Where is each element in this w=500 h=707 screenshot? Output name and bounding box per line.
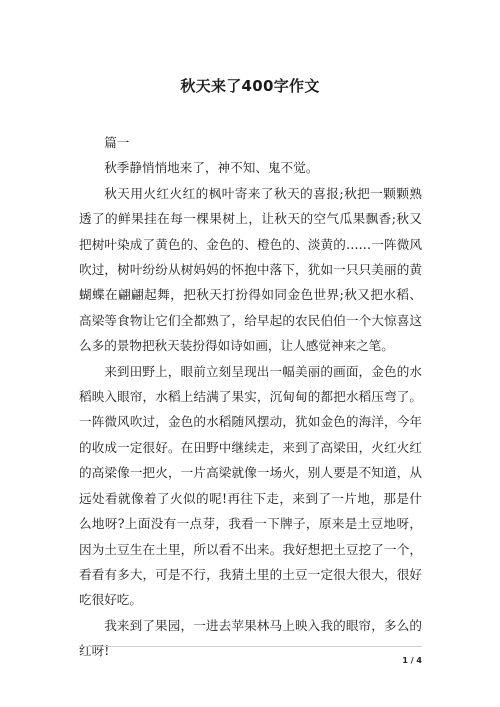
section-heading: 篇一 (104, 135, 130, 150)
page-number: 1 / 4 (402, 656, 422, 665)
paragraph: 秋天用火红火红的枫叶寄来了秋天的喜报;秋把一颗颗熟透了的鲜果挂在每一棵果树上，让秋天的空气瓜果飘香;秋又把树叶染成了黄色的、金色的、橙色的、淡黄的……一阵微风吹过，树叶纷纷从树妈妈的怀抱中落下，犹如一只只美丽的黄蝴蝶在翩翩起舞，把秋天打扮得如同金色世界;秋又把水稻、高梁等食物让它们全都熟了，给早起的农民伯伯一个大惊喜这么多的景物把秋天装扮得如诗如画，让人感觉神来之笔。 (79, 185, 422, 354)
paragraph: 秋季静悄悄地来了，神不知、鬼不觉。 (104, 160, 319, 176)
document-body (79, 130, 422, 664)
paragraph: 来到田野上，眼前立刻呈现出一幅美丽的画面，金色的水稻映入眼帘，水稻上结满了果实，沉甸甸的都把水稻压弯了。一阵微风吹过，金色的水稻随风摆动，犹如金色的海洋，今年的收成一定很好。在田野中继续走，来到了高梁田，火红火红的高梁像一把火，一片高梁就像一场火，别人要是不知道，从远处看就像着了火似的呢!再往下走，来到了一片地，那是什么地呀?上面没有一点芽，我看一下牌子，原来是土豆地呀，因为土豆生在土里，所以看不出来。我好想把土豆挖了一个，看看有多大，可是不行，我猜土里的土豆一定很大很大，很好吃很好吃。 (79, 363, 422, 608)
paragraph: 我来到了果园，一进去苹果林马上映入我的眼帘，多么的红呀! (79, 617, 422, 659)
footer-divider (79, 646, 422, 647)
document-title: 秋天来了400字作文 (180, 77, 320, 95)
